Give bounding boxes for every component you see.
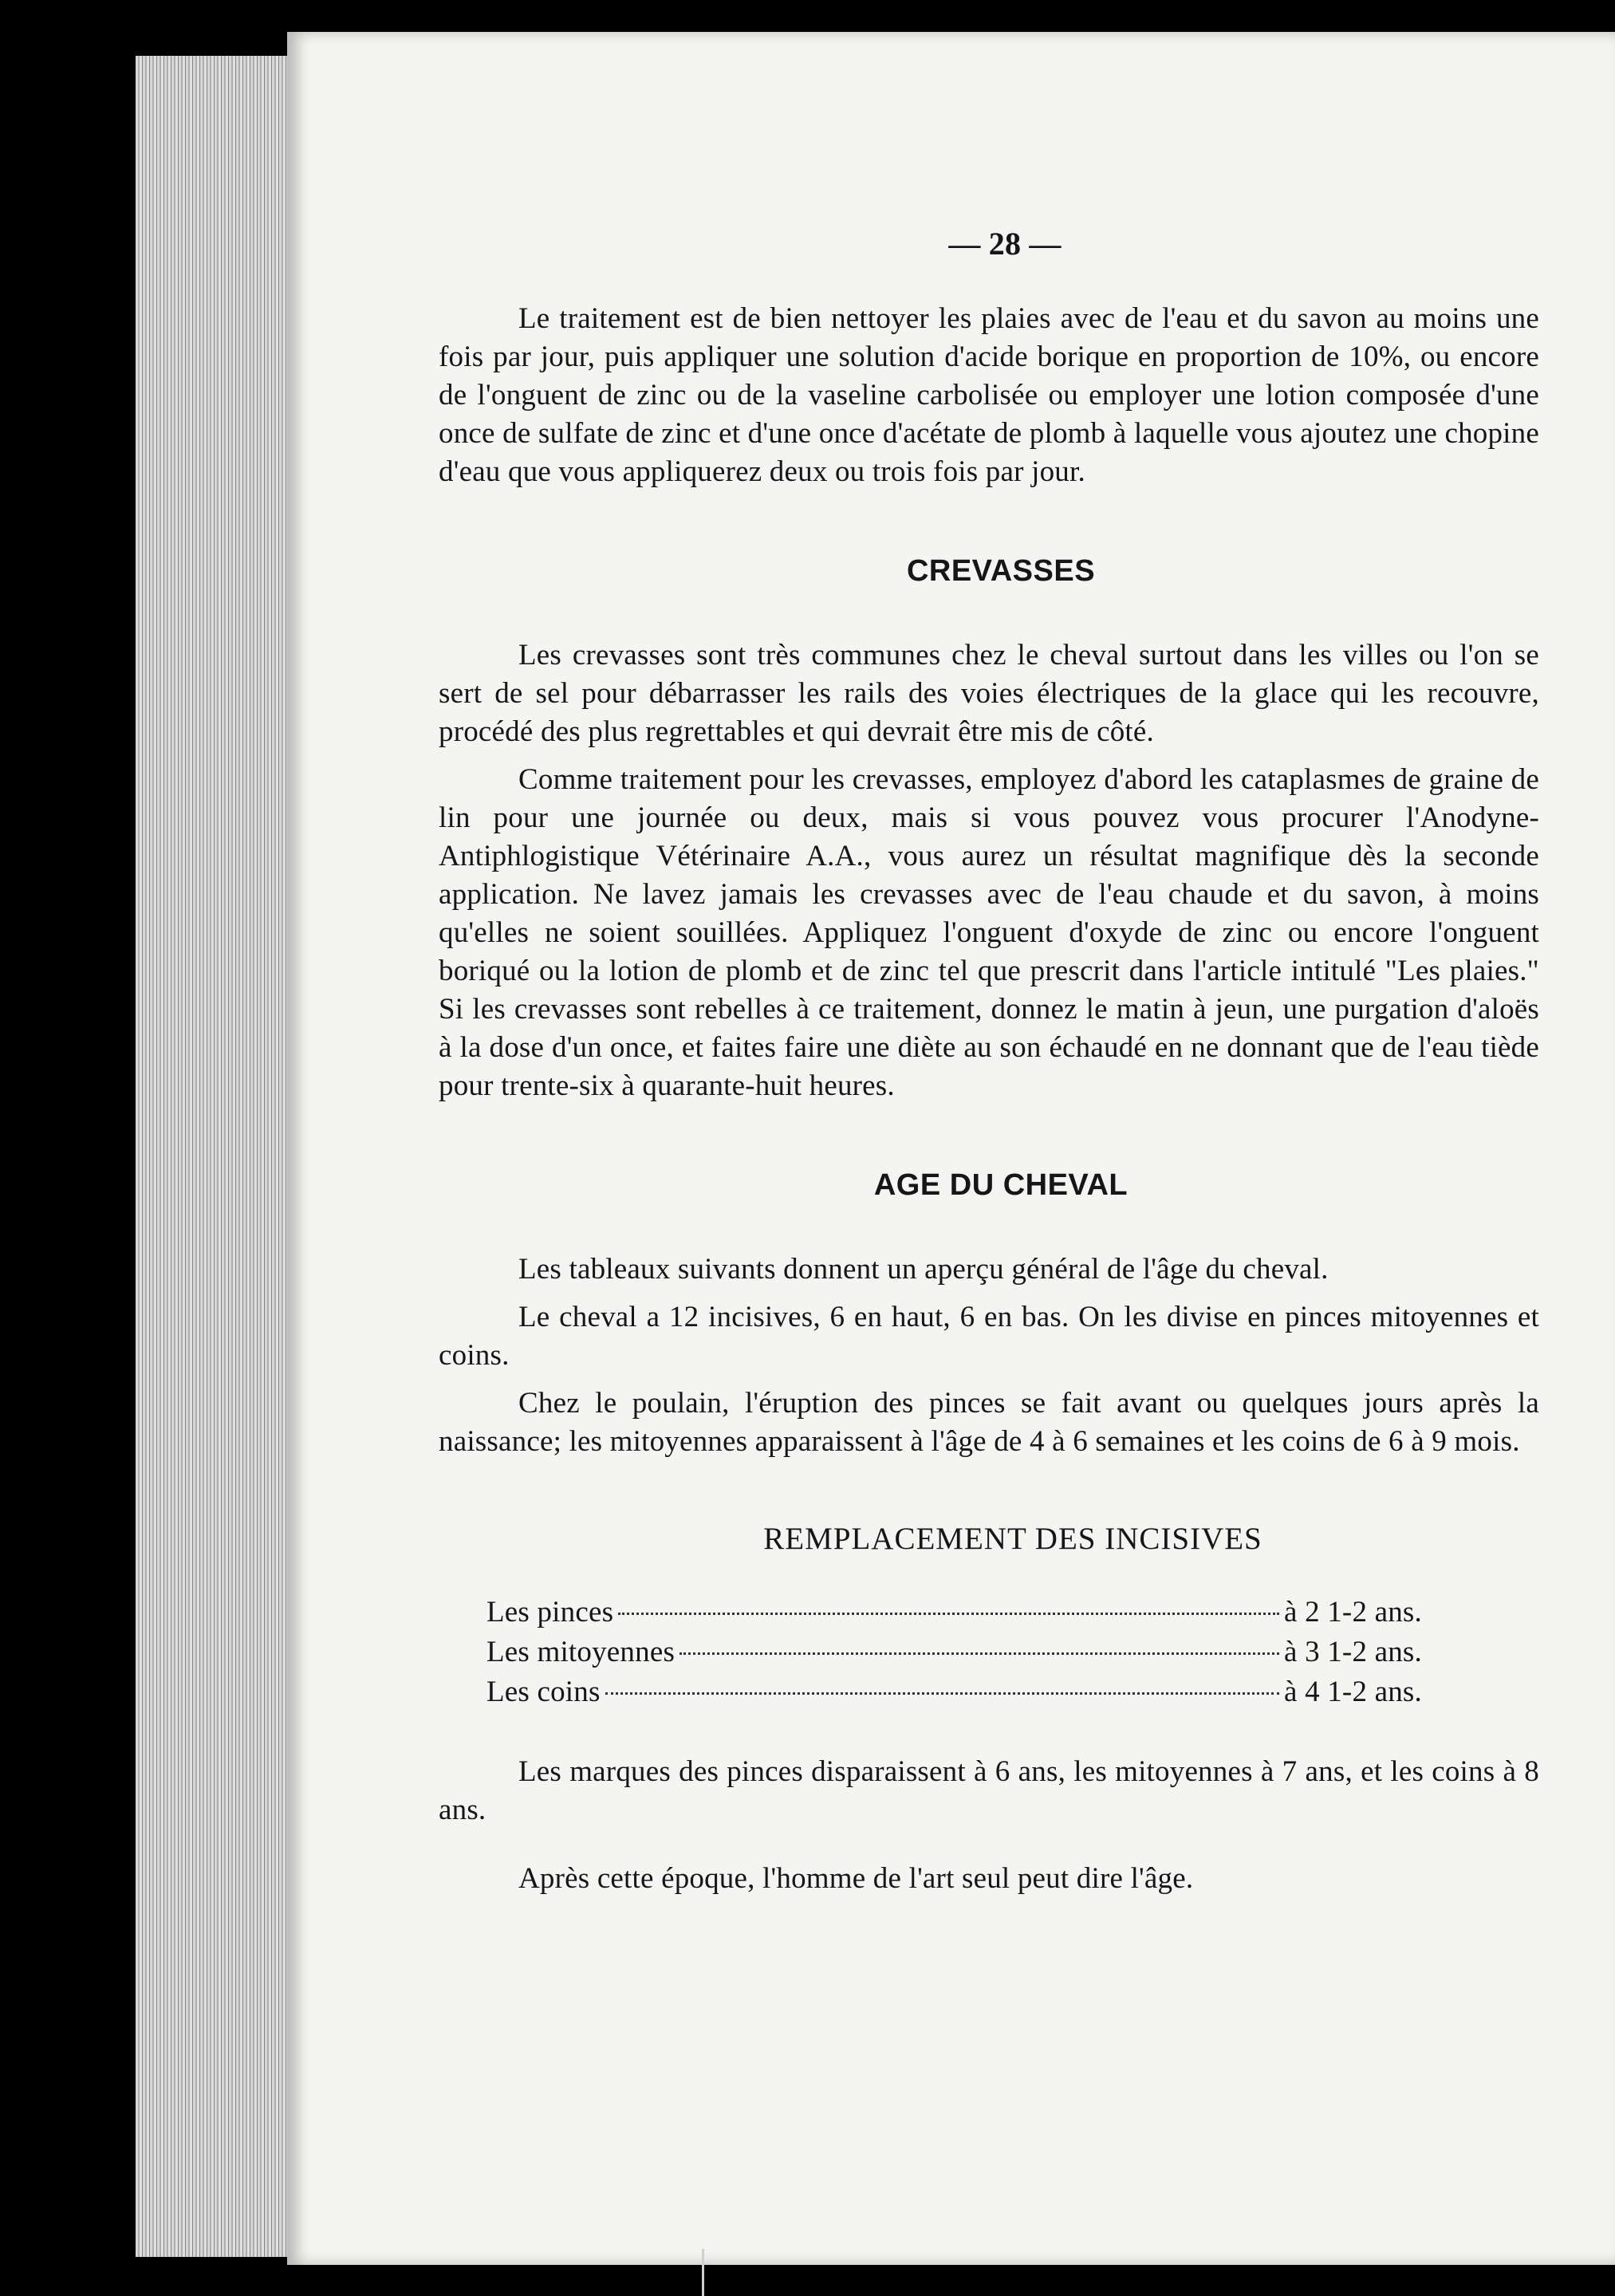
marks-paragraph: Les marques des pinces disparaissent à 6 ans, les mitoyennes à 7 ans, et les coins à 8 ans. (439, 1755, 1539, 1826)
crevasses-paragraph-1: Les crevasses sont très communes chez le cheval surtout dans les villes ou l'on se sert de sel pour débarrasser les rails des voies électriques de la glace qui les recouvre, procédé des plus regrettables et qui devrait être mis de côté. (439, 639, 1539, 748)
replacement-table (486, 1593, 1483, 1713)
age-paragraph-3: Chez le poulain, l'éruption des pinces se fait avant ou quelques jours après la naissance; les mitoyennes apparaissent à l'âge de 4 à 6 semaines et les coins de 6 à 9 mois. (439, 1387, 1539, 1458)
page-number: — 28 — (948, 226, 1062, 262)
table-row (486, 1673, 1483, 1713)
age-paragraph-2: Le cheval a 12 incisives, 6 en haut, 6 en bas. On les divise en pinces mitoyennes et coins. (439, 1301, 1539, 1372)
age-paragraph-1: Les tableaux suivants donnent un aperçu général de l'âge du cheval. (518, 1253, 1329, 1286)
row-age: à 3 1-2 ans. (1284, 1636, 1422, 1668)
table-row (486, 1593, 1483, 1633)
row-label: Les pinces (486, 1596, 614, 1628)
book-page (287, 32, 1615, 2265)
dot-leader (679, 1652, 1279, 1655)
wounds-treatment-paragraph: Le traitement est de bien nettoyer les plaies avec de l'eau et du savon au moins une fois par jour, puis appliquer une solution d'acide borique en proportion de 10%, ou encore de l'onguent de zinc ou de la vaseline carbolisée ou employer une lotion composée d'une once de sulfate de zinc et d'une once d'acétate de plomb à laquelle vous ajoutez une chopine d'eau que vous appliquerez deux ou trois fois par jour. (439, 302, 1539, 488)
final-paragraph: Après cette époque, l'homme de l'art seul peut dire l'âge. (518, 1862, 1194, 1895)
row-age: à 2 1-2 ans. (1284, 1596, 1422, 1628)
book-page-edges (136, 56, 303, 2257)
replacement-heading: REMPLACEMENT DES INCISIVES (763, 1522, 1262, 1556)
dot-leader (605, 1692, 1279, 1695)
crevasses-heading: CREVASSES (906, 554, 1096, 588)
row-label: Les coins (486, 1676, 601, 1708)
crevasses-paragraph-2: Comme traitement pour les crevasses, employez d'abord les cataplasmes de graine de lin pour une journée ou deux, mais si vous pouvez vous procurer l'Anodyne-Antiphlogistique Vétérinaire A.A., vous aurez un résultat magnifique dès la seconde application. Ne lavez jamais les crevasses avec de l'eau chaude et du savon, à moins qu'elles ne soient souillées. Appliquez l'onguent d'oxyde de zinc ou encore l'onguent boriqué ou la lotion de plomb et de zinc tel que prescrit dans l'article intitulé "Les plaies." Si les crevasses sont rebelles à ce traitement, donnez le matin à jeun, une purgation d'aloës à la dose d'un once, et faites faire une diète au son échaudé en ne donnant que de l'eau tiède pour trente-six à quarante-huit heures. (439, 763, 1539, 1102)
row-label: Les mitoyennes (486, 1636, 676, 1668)
age-heading: AGE DU CHEVAL (873, 1168, 1129, 1202)
dot-leader (618, 1613, 1279, 1615)
binding-thread (702, 2249, 704, 2296)
table-row (486, 1633, 1483, 1673)
row-age: à 4 1-2 ans. (1284, 1676, 1422, 1708)
page-content (439, 183, 1539, 1908)
